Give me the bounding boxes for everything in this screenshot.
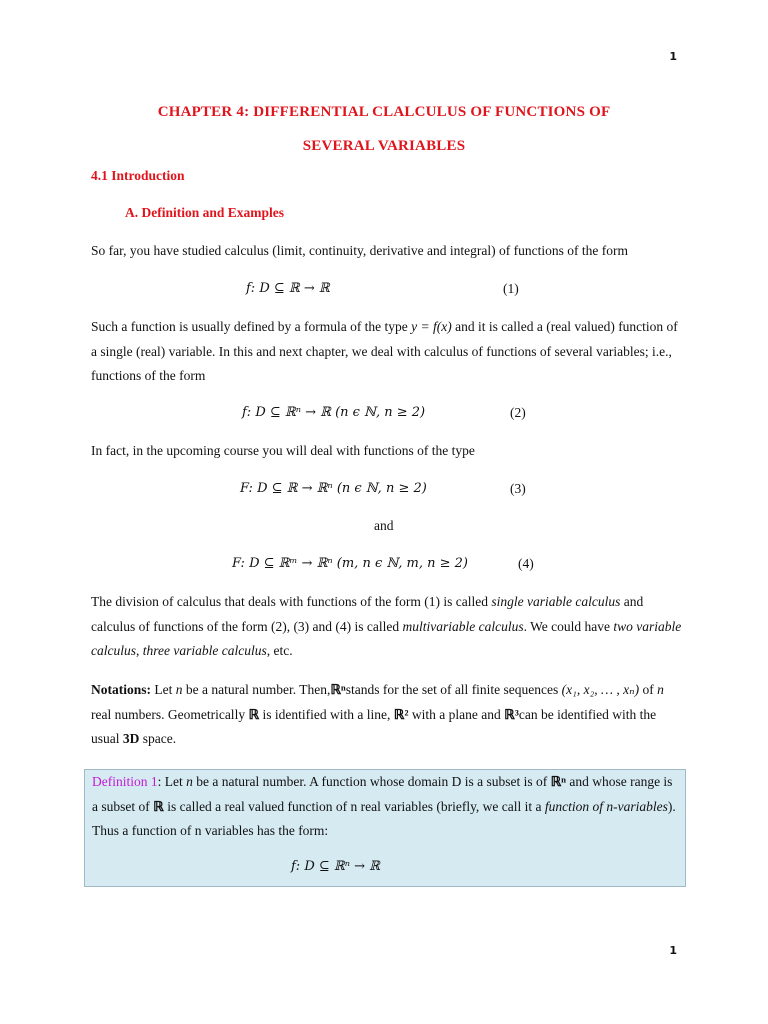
- paragraph-single-variable: [91, 315, 683, 389]
- term-three-variable-calculus: three variable calculus: [142, 643, 267, 658]
- equation-3-number: (3): [510, 481, 526, 496]
- chapter-title: [0, 95, 768, 163]
- notations-label: Notations:: [91, 682, 151, 697]
- text: Let: [151, 682, 176, 697]
- definition-equation-formula: f: D ⊆ ℝⁿ → ℝ: [291, 859, 380, 874]
- paragraph-notations: [91, 678, 683, 752]
- math-rn: ℝⁿ: [330, 682, 346, 697]
- text: of: [639, 682, 658, 697]
- text: and whose range is a subset of: [92, 774, 673, 814]
- equation-4: [0, 556, 768, 576]
- text: is called a real valued function of n real variables (briefly, we call it a: [163, 798, 545, 814]
- definition-equation: [85, 859, 685, 879]
- chapter-title-line-2: SEVERAL VARIABLES: [302, 138, 466, 154]
- section-heading: 4.1 Introduction: [91, 168, 185, 183]
- text: can be identified with the usual: [91, 706, 657, 746]
- equation-1-number: (1): [503, 281, 519, 296]
- math-rn: ℝⁿ: [550, 774, 566, 789]
- equation-1-formula: f: D ⊆ ℝ → ℝ: [246, 281, 330, 296]
- text: space.: [139, 731, 177, 746]
- paragraph-upcoming: In fact, in the upcoming course you will deal with functions of the type: [91, 443, 475, 458]
- equation-1: [0, 281, 768, 301]
- paragraph-division: [91, 590, 683, 664]
- text: stands for the set of all finite sequences: [345, 682, 562, 697]
- equation-2-number: (2): [510, 405, 526, 420]
- formula-y-fx: y = f(x): [411, 319, 452, 334]
- math-r: ℝ: [153, 798, 164, 814]
- equation-4-number: (4): [518, 556, 534, 571]
- text: be a natural number. A function whose domain D is a subset is of: [192, 774, 551, 789]
- text: is identified with a line,: [259, 706, 394, 722]
- term-two-variable-calculus: two variable calculus: [91, 618, 682, 658]
- equation-3: [0, 481, 768, 501]
- definition-text: [92, 770, 678, 844]
- equation-4-formula: F: D ⊆ ℝᵐ → ℝⁿ (m, n ϵ ℕ, m, n ≥ 2): [232, 556, 468, 571]
- term-function-of-n-variables: function of n-variables: [544, 798, 668, 814]
- math-n: n: [175, 682, 183, 697]
- text: ). Thus a function of n variables has the form:: [92, 798, 676, 838]
- equation-2: [0, 405, 768, 425]
- math-r: ℝ: [248, 706, 260, 722]
- math-n: n: [657, 682, 664, 697]
- and-connector: and: [374, 518, 394, 533]
- term-multivariable-calculus: multivariable calculus: [402, 618, 524, 634]
- text: real numbers. Geometrically: [91, 706, 249, 722]
- equation-2-formula: f: D ⊆ ℝⁿ → ℝ (n ϵ ℕ, n ≥ 2): [242, 405, 426, 420]
- text: . We could have: [523, 618, 614, 634]
- chapter-title-line-1: CHAPTER 4: DIFFERENTIAL CLALCULUS OF FUNCTIONS OF: [157, 104, 611, 120]
- text: Such a function is usually defined by a formula of the type: [91, 319, 412, 334]
- text: , etc.: [266, 643, 293, 658]
- definition-label: Definition 1: [92, 774, 158, 789]
- sub-heading: A. Definition and Examples: [125, 205, 285, 220]
- definition-box: [84, 769, 686, 887]
- text: with a plane and: [408, 706, 505, 722]
- math-3d: 3D: [122, 731, 140, 746]
- math-sequence: (x₁, x₂, … , xₙ): [561, 682, 640, 697]
- text: be a natural number. Then,: [182, 682, 331, 697]
- math-r3: ℝ³: [504, 706, 519, 722]
- text: ,: [136, 643, 143, 658]
- term-single-variable-calculus: single variable calculus: [491, 594, 621, 609]
- text: : Let: [157, 774, 187, 789]
- text: and it is called a (real valued) function of a single (real) variable. In this and next chapter, we deal with calculus of functions of several variables; i.e., functions of the form: [91, 319, 678, 383]
- paragraph-intro: So far, you have studied calculus (limit, continuity, derivative and integral) of functions of the form: [91, 243, 628, 258]
- text: and calculus of functions of the form (2), (3) and (4) is called: [91, 594, 644, 634]
- page-number-top: 1: [669, 50, 677, 63]
- equation-3-formula: F: D ⊆ ℝ → ℝⁿ (n ϵ ℕ, n ≥ 2): [240, 481, 427, 496]
- math-n: n: [186, 774, 193, 789]
- math-r2: ℝ²: [393, 706, 409, 722]
- text: The division of calculus that deals with functions of the form (1) is called: [91, 594, 492, 609]
- page-number-bottom: 1: [669, 944, 677, 957]
